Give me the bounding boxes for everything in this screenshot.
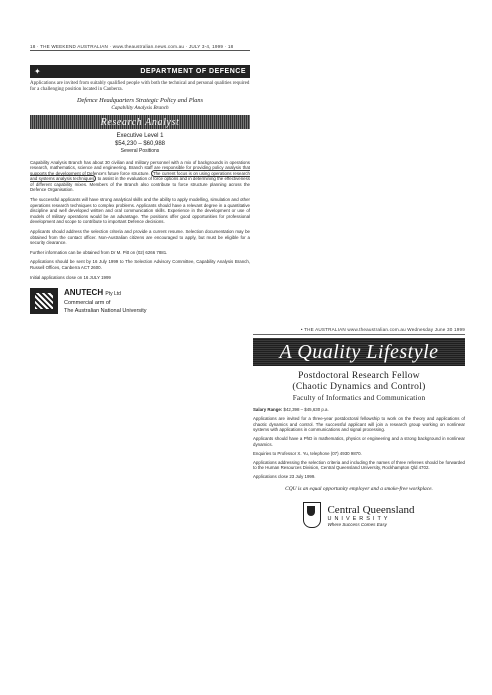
position-heading bbox=[253, 371, 465, 404]
university-name: Central Queensland bbox=[327, 503, 415, 516]
banner-title: A Quality Lifestyle bbox=[279, 340, 439, 363]
department-banner bbox=[30, 65, 250, 78]
cqu-paragraph-3: Enquiries to Professor X. Yu, telephone (07) 4930 9870. bbox=[253, 450, 362, 456]
position-title: Postdoctoral Research Fellow bbox=[298, 371, 420, 381]
salary-range: $54,230 – $60,988 bbox=[114, 140, 166, 147]
university-crest-icon bbox=[303, 502, 321, 528]
position-meta bbox=[30, 133, 250, 156]
body-paragraph-3: Applicants should address the selection criteria and provide a current resume. Selection documentation may be obtained from the contact officer. Non-Australian citizens are encouraged to apply, but must be eligible for a security clearance. bbox=[30, 229, 250, 246]
equal-opportunity-note: CQU is an equal opportunity employer and a smoke-free workplace. bbox=[285, 485, 433, 492]
salary-line: Salary Range: $42,398 – $45,630 p.a. bbox=[253, 407, 329, 412]
anutech-line-2: Commercial arm of bbox=[64, 300, 111, 307]
anutech-brand: ANUTECH Pty Ltd bbox=[64, 288, 121, 298]
body-paragraph-2: The successful applicants will have strong analytical skills and the ability to apply modelling, simulation and other operations research techniques to complex problems. Applicants should have a relevant degree in a quantitative discipline and well developed written and oral communication skills. Experience in the development or use of models of military operations would be an advantage. The positions offer good opportunities for professional development and scope to contribute to important Defence decisions. bbox=[30, 197, 250, 225]
faculty-name: Faculty of Informatics and Communication bbox=[292, 394, 426, 402]
applications-address: Applications should be sent by 16 July 1999 to The Selection Advisory Committee, Capability Analysis Branch, Russell Offices, Canberra ACT 2600. bbox=[30, 259, 250, 270]
division-name: Defence Headquarters Strategic Policy and Plans bbox=[76, 97, 204, 104]
newspaper-header-right: • THE AUSTRALIAN www.theaustralian.com.au Wednesday June 30 1999 bbox=[253, 327, 465, 335]
classification-level: Executive Level 1 bbox=[116, 133, 164, 139]
circled-text: The current focus is on using operations research and systems analysis techniques bbox=[30, 170, 250, 182]
university-word: UNIVERSITY bbox=[327, 515, 391, 522]
cqu-paragraph-2: Applicants should have a PhD in mathematics, physics or engineering and a strong background in nonlinear dynamics. bbox=[253, 436, 465, 447]
division-heading bbox=[30, 97, 250, 112]
newspaper-header: 18 · THE WEEKEND AUSTRALIAN · www.theaustralian.news.com.au · JULY 3-4, 1999 · 18 bbox=[30, 44, 250, 51]
anutech-line-3: The Australian National University bbox=[64, 308, 147, 315]
contact-line: Further information can be obtained from Dr M. Pitt on (02) 6266 7881. bbox=[30, 249, 168, 255]
quality-lifestyle-banner bbox=[253, 338, 465, 366]
cqu-paragraph-4: Applications addressing the selection criteria and including the names of three referees should be forwarded to the Human Resources Division, Central Queensland University, Rockhampton Qld 4702. bbox=[253, 459, 465, 471]
body-paragraph-1: Capability Analysis Branch has about 30 civilian and military personnel with a mix of backgrounds in operations research, mathematics, science and engineering. Branch staff are responsible for providing policy analysis that supports the development of Defence's future force structure. The current focus is on using operations research and systems analysis techniques to assist in the evaluation of force options and in determining the effectiveness of different capability mixes. Members of the Branch also contribute to force structure planning across the Defence Organisation. bbox=[30, 159, 251, 193]
cqu-logo-block bbox=[253, 502, 465, 528]
anutech-block bbox=[30, 288, 250, 314]
cqu-paragraph-1: Applications are invited for a three-year postdoctoral fellowship to work on the theory and applications of chaotic dynamics and control. The successful applicant will join a research group working on nonlinear systems with applications in communications and signal processing. bbox=[253, 415, 465, 433]
coat-of-arms-icon: ✦ bbox=[34, 67, 41, 76]
cqu-advertisement bbox=[253, 327, 465, 685]
anutech-logo-icon bbox=[30, 288, 58, 314]
defence-advertisement bbox=[30, 44, 250, 684]
cqu-paragraph-5: Applications close 23 July 1999. bbox=[253, 474, 316, 480]
closing-date: Initial applications close on 16 JULY 1999 bbox=[30, 274, 111, 280]
job-title-banner bbox=[30, 115, 250, 129]
university-tagline: Where Success Comes Easy bbox=[327, 521, 387, 527]
position-subtitle: (Chaotic Dynamics and Control) bbox=[292, 382, 426, 392]
branch-name: Capability Analysis Branch bbox=[111, 104, 169, 111]
department-title: DEPARTMENT OF DEFENCE bbox=[140, 68, 246, 75]
intro-text: Applications are invited from suitably qualified people with both the technical and personal qualities required for a challenging position located in Canberra. bbox=[30, 81, 250, 92]
position-count: Several Positions bbox=[120, 148, 160, 154]
job-title: Research Analyst bbox=[100, 116, 180, 128]
